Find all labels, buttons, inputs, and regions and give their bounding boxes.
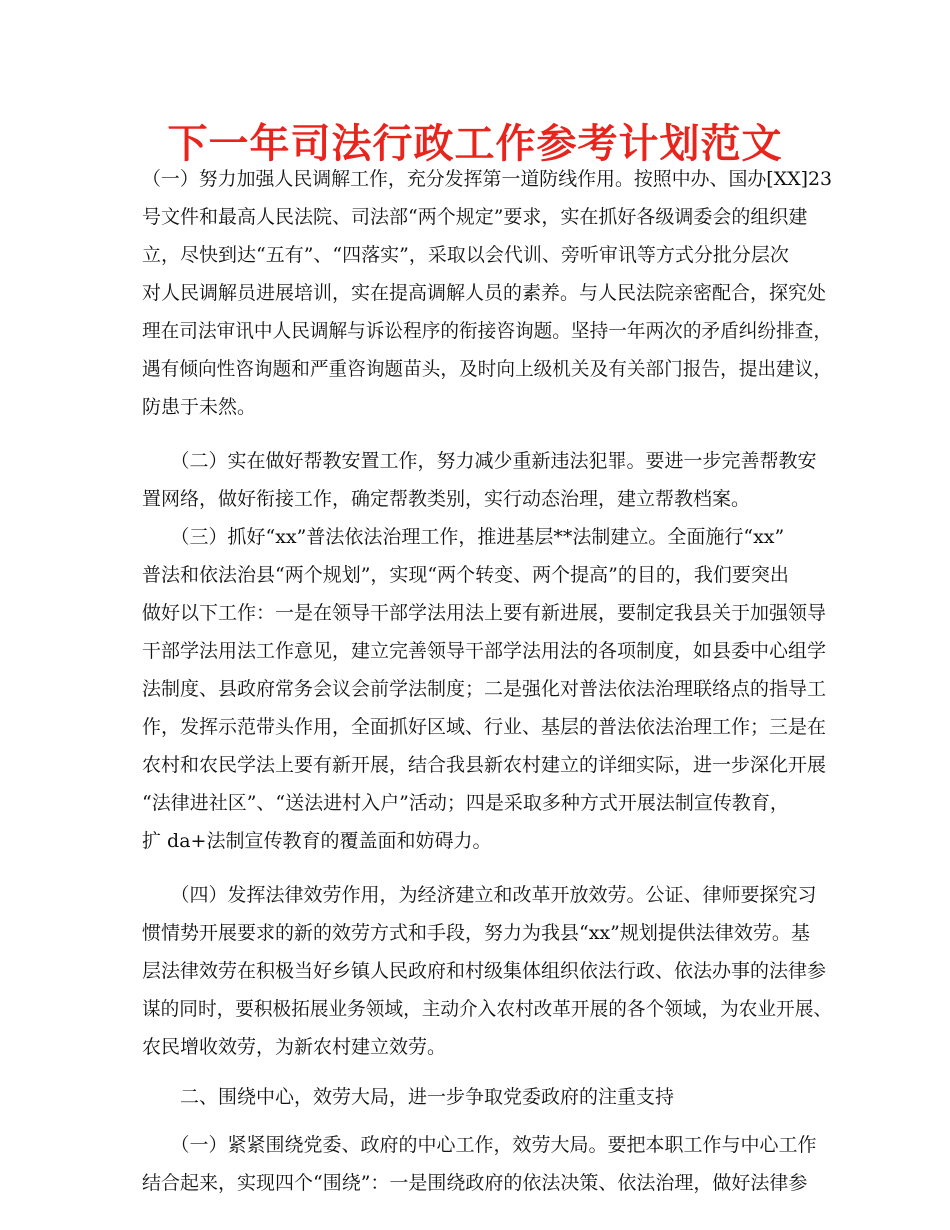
text-line: 普法和依法治县“两个规划”，实现“两个转变、两个提高”的目的，我们要突出 [142,564,789,586]
text-line: 做好以下工作：一是在领导干部学法用法上要有新进展，要制定我县关于加强领导 [142,602,827,624]
text-line: 干部学法用法工作意见，建立完善领导干部学法用法的各项制度，如县委中心组学 [142,640,827,662]
text-line: 理在司法审讯中人民调解与诉讼程序的衔接咨询题。坚持一年两次的矛盾纠纷排查， [142,320,833,342]
text-line: 遇有倾向性咨询题和严重咨询题苗头，及时向上级机关及有关部门报告，提出建议， [142,358,833,380]
text-line: （三）抓好“xx”普法依法治理工作，推进基层**法制建立。全面施行“xx” [142,526,785,548]
text-line: （一）努力加强人民调解工作，充分发挥第一道防线作用。按照中办、国办[XX]23 [142,168,833,190]
text-line: “法律进社区”、“送法进村入户”活动；四是采取多种方式开展法制宣传教育， [142,792,789,814]
text-line: （二）实在做好帮教安置工作，努力减少重新违法犯罪。要进一步完善帮教安 [142,450,817,472]
text-line: 谋的同时，要积极拓展业务领域，主动介入农村改革开展的各个领域，为农业开展、 [142,998,833,1020]
text-line: 立，尽快到达“五有”、“四落实”，采取以会代训、旁听审讯等方式分批分层次 [142,244,789,266]
text-line: 农村和农民学法上要有新开展，结合我县新农村建立的详细实际，进一步深化开展 [142,754,827,776]
section-heading: 二、围绕中心，效劳大局，进一步争取党委政府的注重支持 [142,1086,675,1108]
text-line: 置网络，做好衔接工作，确定帮教类别，实行动态治理，建立帮教档案。 [142,488,751,510]
text-line: 号文件和最高人民法院、司法部“两个规定”要求，实在抓好各级调委会的组织建 [142,206,808,228]
text-line: 作，发挥示范带头作用，全面抓好区域、行业、基层的普法依法治理工作；三是在 [142,716,827,738]
document-title: 下一年司法行政工作参考计划范文 [167,121,783,167]
text-line: 农民增收效劳，为新农村建立效劳。 [142,1036,447,1058]
text-line: 法制度、县政府常务会议会前学法制度；二是强化对普法依法治理联络点的指导工 [142,678,827,700]
text-line: 惯情势开展要求的新的效劳方式和手段，努力为我县“xx”规划提供法律效劳。基 [142,922,810,944]
text-line: （四）发挥法律效劳作用，为经济建立和改革开放效劳。公证、律师要探究习 [142,884,817,906]
text-line: 层法律效劳在积极当好乡镇人民政府和村级集体组织依法行政、依法办事的法律参 [142,960,827,982]
text-line: 扩 da+法制宣传教育的覆盖面和妨碍力。 [142,830,492,852]
text-line: 对人民调解员进展培训，实在提高调解人员的素养。与人民法院亲密配合，探究处 [142,282,827,304]
text-line: 防患于未然。 [142,396,257,418]
text-line: 结合起来，实现四个“围绕”：一是围绕政府的依法决策、依法治理，做好法律参 [142,1172,808,1194]
text-line: （一）紧紧围绕党委、政府的中心工作，效劳大局。要把本职工作与中心工作 [142,1134,817,1156]
